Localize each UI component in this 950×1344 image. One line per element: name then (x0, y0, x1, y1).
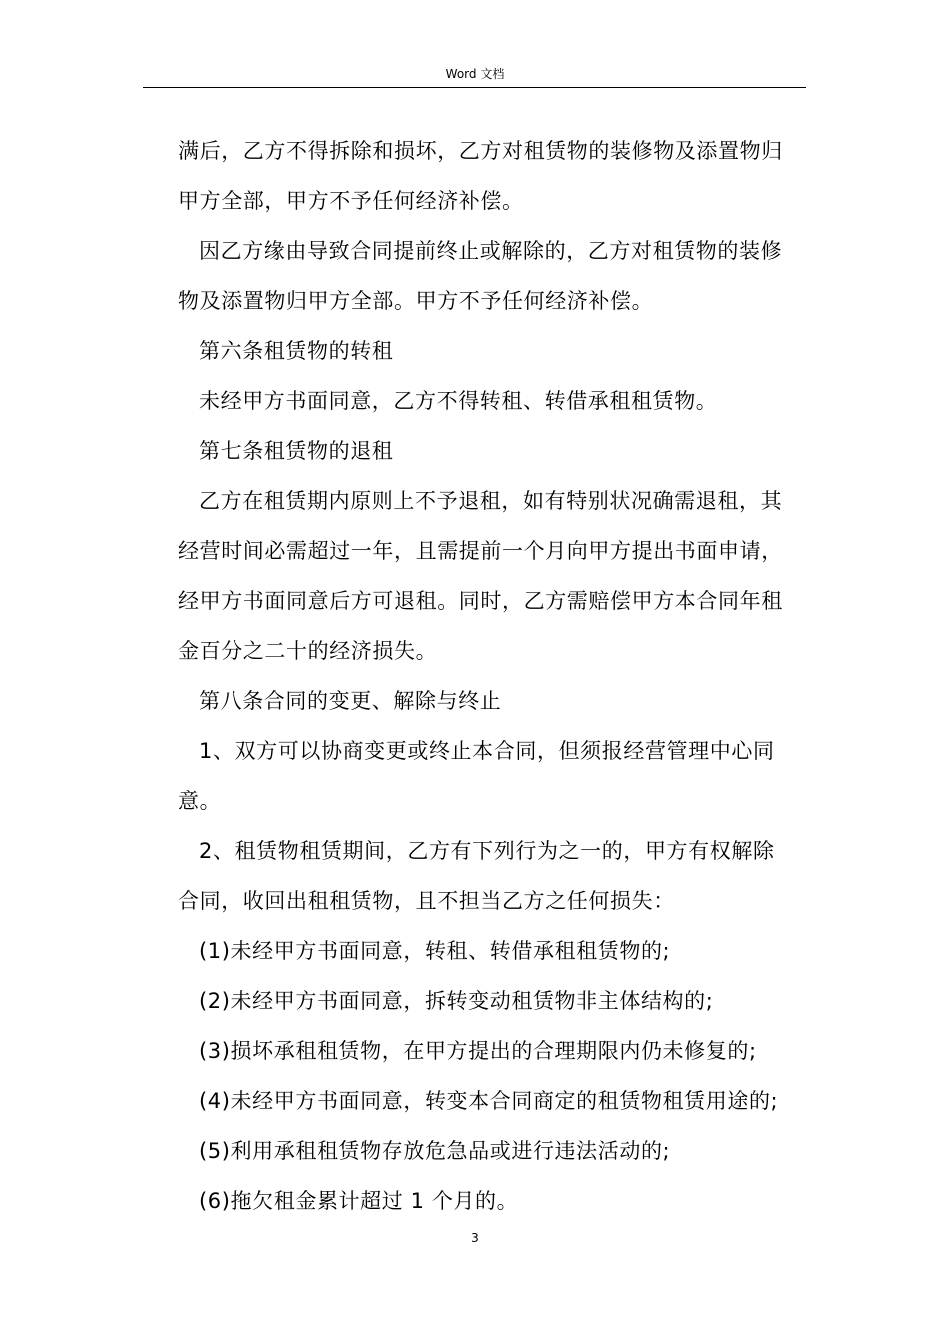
list-item: (5)利用承租租赁物存放危急品或进行违法活动的; (199, 1139, 671, 1163)
paragraph-line: 经甲方书面同意后方可退租。同时，乙方需赔偿甲方本合同年租 (178, 589, 783, 613)
document-body (178, 126, 810, 1226)
paragraph-line: 满后，乙方不得拆除和损坏，乙方对租赁物的装修物及添置物归 (178, 139, 783, 163)
list-item: (2)未经甲方书面同意，拆转变动租赁物非主体结构的; (199, 989, 714, 1013)
paragraph-line: 经营时间必需超过一年，且需提前一个月向甲方提出书面申请， (178, 539, 783, 563)
paragraph-line: 合同，收回出租租赁物，且不担当乙方之任何损失： (178, 889, 675, 913)
paragraph-line: 意。 (178, 789, 222, 813)
page-number: 3 (471, 1231, 479, 1245)
page-header: Word 文档 (445, 67, 505, 81)
list-item: (6)拖欠租金累计超过 1 个月的。 (199, 1189, 519, 1213)
list-item: (1)未经甲方书面同意，转租、转借承租租赁物的; (199, 939, 671, 963)
paragraph-line: 乙方在租赁期内原则上不予退租，如有特别状况确需退租，其 (199, 489, 783, 513)
paragraph-line: 未经甲方书面同意，乙方不得转租、转借承租租赁物。 (199, 389, 718, 413)
list-item: (3)损坏承租租赁物，在甲方提出的合理期限内仍未修复的; (199, 1039, 757, 1063)
paragraph-line: 金百分之二十的经济损失。 (178, 639, 438, 663)
paragraph-line: 甲方全部，甲方不予任何经济补偿。 (178, 189, 524, 213)
paragraph-line: 因乙方缘由导致合同提前终止或解除的，乙方对租赁物的装修 (199, 239, 783, 263)
paragraph-line: 2、租赁物租赁期间，乙方有下列行为之一的，甲方有权解除 (199, 839, 775, 863)
section-heading: 第八条合同的变更、解除与终止 (199, 689, 502, 713)
section-heading: 第七条租赁物的退租 (199, 439, 394, 463)
section-heading: 第六条租赁物的转租 (199, 339, 394, 363)
paragraph-line: 1、双方可以协商变更或终止本合同，但须报经营管理中心同 (199, 739, 775, 763)
header-divider (143, 87, 806, 88)
list-item: (4)未经甲方书面同意，转变本合同商定的租赁物租赁用途的; (199, 1089, 779, 1113)
paragraph-line: 物及添置物归甲方全部。甲方不予任何经济补偿。 (178, 289, 654, 313)
